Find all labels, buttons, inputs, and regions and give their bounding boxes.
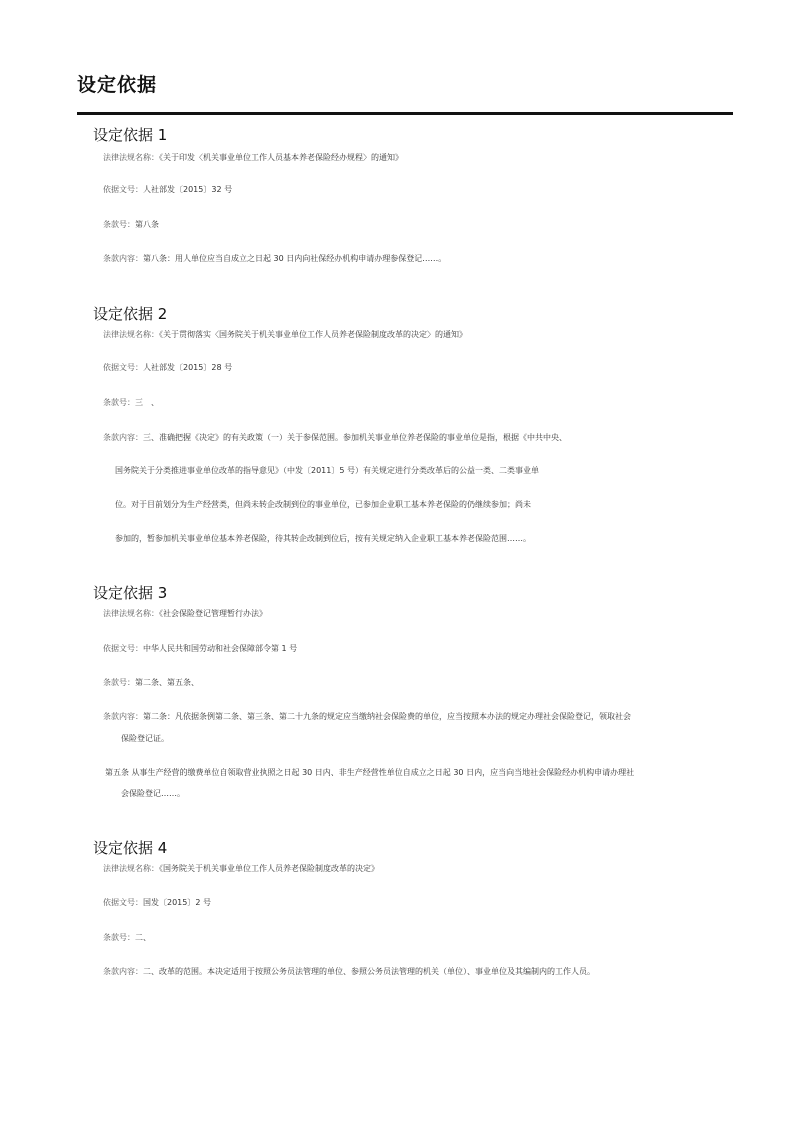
doc-number-value: 中华人民共和国劳动和社会保障部令第 1 号 (143, 644, 298, 653)
clause-content-line: 参加的，暂参加机关事业单位基本养老保险，待其转企改制到位后，按有关规定纳入企业职工基本养老保险范围……。 (115, 534, 531, 543)
basis-heading: 设定依据 2 (93, 305, 168, 323)
clause-number-value: 三 、 (135, 398, 159, 407)
law-name-label: 法律法规名称： (103, 153, 159, 162)
doc-number-value: 国发〔2015〕2 号 (143, 898, 211, 907)
clause-content-label: 条款内容： (103, 712, 143, 721)
law-name-row (103, 609, 267, 619)
law-name-value: 《国务院关于机关事业单位工作人员养老保险制度改革的决定》 (159, 864, 379, 873)
basis-section-2 (93, 305, 693, 323)
clause-content-row (103, 712, 631, 722)
clause-number-row (103, 398, 159, 408)
clause-content-line: 第五条 从事生产经营的缴费单位自领取营业执照之日起 30 日内、非生产经营性单位自成立之日起 30 日内，应当向当地社会保险经办机构申请办理社 (105, 768, 635, 777)
doc-number-row (103, 644, 297, 654)
doc-number-label: 依据文号： (103, 363, 143, 372)
clause-number-value: 第二条、第五条、 (135, 678, 199, 687)
page-title: 设定依据 (77, 74, 158, 96)
basis-heading: 设定依据 4 (93, 839, 168, 857)
clause-content-label: 条款内容： (103, 254, 143, 263)
doc-number-label: 依据文号： (103, 898, 143, 907)
law-name-label: 法律法规名称： (103, 330, 159, 339)
clause-content-line: 三、准确把握《决定》的有关政策（一）关于参保范围。参加机关事业单位养老保险的事业单位是指，根据《中共中央、 (143, 433, 567, 442)
law-name-label: 法律法规名称： (103, 609, 159, 618)
clause-content-line: 会保险登记……。 (121, 789, 185, 798)
clause-content-row (103, 967, 595, 977)
clause-number-value: 二、 (135, 933, 151, 942)
clause-number-label: 条款号： (103, 398, 135, 407)
basis-section-1 (93, 126, 693, 144)
doc-number-row (103, 185, 232, 195)
law-name-row (103, 864, 379, 874)
clause-content-line: 国务院关于分类推进事业单位改革的指导意见》（中发〔2011〕5 号）有关规定进行分类改革后的公益一类、二类事业单 (115, 466, 539, 475)
doc-number-label: 依据文号： (103, 644, 143, 653)
clause-content-line: 第二条：凡依据条例第二条、第三条、第二十九条的规定应当缴纳社会保险费的单位，应当按照本办法的规定办理社会保险登记，领取社会 (143, 712, 631, 721)
clause-content-line: 保险登记证。 (121, 734, 169, 743)
clause-content-line: 第八条：用人单位应当自成立之日起 30 日内向社保经办机构申请办理参保登记……。 (143, 254, 447, 263)
clause-number-row (103, 220, 159, 230)
clause-content-line: 位。对于目前划分为生产经营类，但尚未转企改制到位的事业单位，已参加企业职工基本养老保险的仍继续参加；尚未 (115, 500, 531, 509)
title-divider (77, 112, 733, 115)
clause-number-row (103, 678, 199, 688)
doc-number-value: 人社部发〔2015〕28 号 (143, 363, 233, 372)
law-name-row (103, 153, 403, 163)
clause-number-row (103, 933, 151, 943)
basis-heading: 设定依据 1 (93, 126, 168, 144)
doc-number-value: 人社部发〔2015〕32 号 (143, 185, 233, 194)
law-name-label: 法律法规名称： (103, 864, 159, 873)
doc-number-label: 依据文号： (103, 185, 143, 194)
law-name-value: 《关于贯彻落实〈国务院关于机关事业单位工作人员养老保险制度改革的决定〉的通知》 (159, 330, 467, 339)
clause-content-label: 条款内容： (103, 433, 143, 442)
basis-heading: 设定依据 3 (93, 584, 168, 602)
clause-number-label: 条款号： (103, 220, 135, 229)
basis-section-3 (93, 584, 693, 602)
law-name-value: 《社会保险登记管理暂行办法》 (159, 609, 267, 618)
law-name-value: 《关于印发〈机关事业单位工作人员基本养老保险经办规程〉的通知》 (159, 153, 403, 162)
clause-number-label: 条款号： (103, 678, 135, 687)
clause-content-row (103, 433, 567, 443)
clause-content-label: 条款内容： (103, 967, 143, 976)
law-name-row (103, 330, 467, 340)
clause-number-label: 条款号： (103, 933, 135, 942)
clause-number-value: 第八条 (135, 220, 159, 229)
basis-section-4 (93, 839, 693, 857)
clause-content-row (103, 254, 446, 264)
clause-content-line: 二、改革的范围。本决定适用于按照公务员法管理的单位、参照公务员法管理的机关（单位）、事业单位及其编制内的工作人员。 (143, 967, 595, 976)
doc-number-row (103, 363, 232, 373)
doc-number-row (103, 898, 211, 908)
